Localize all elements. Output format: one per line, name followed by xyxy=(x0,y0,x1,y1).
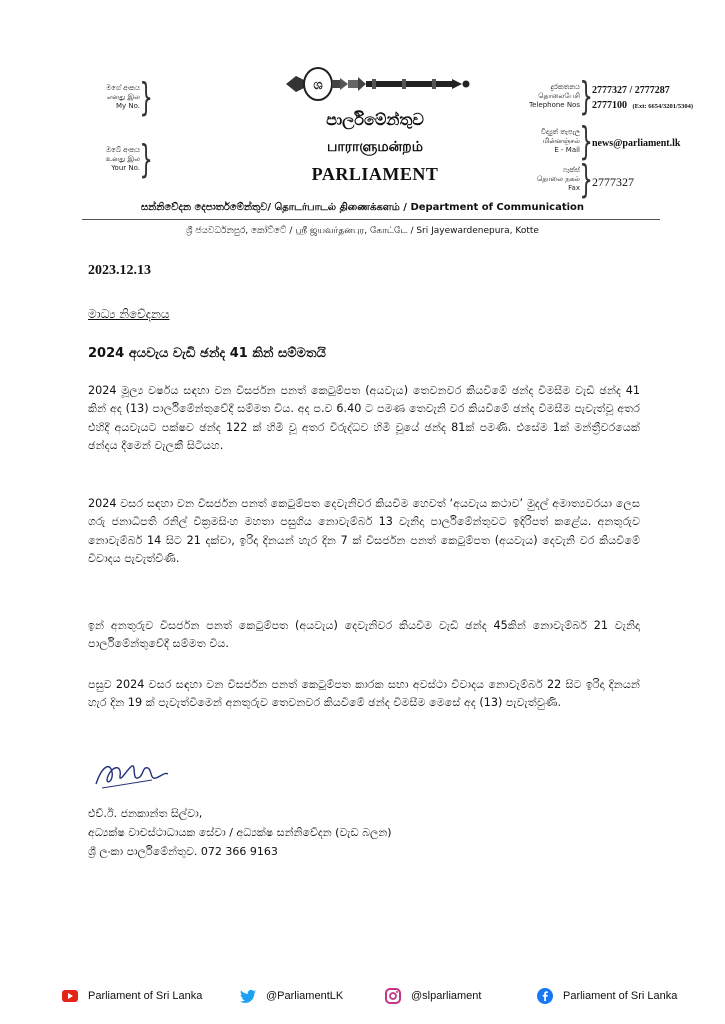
youtube-icon xyxy=(62,988,78,1004)
telephone-line2-number: 2777100 xyxy=(592,100,627,111)
footer-twitter-label: @ParliamentLK xyxy=(266,990,344,1002)
fax-value: 2777327 xyxy=(592,175,634,189)
paragraph-2: 2024 වසර සඳහා වන විසර්ජන පනත් කෙටුම්පත දෙවැනිවර කියවීම හෙවත් ‘අයවැය කථාව’ මුදල් අමාත්‍යවරයා ලෙස ගරු ජනාධිපති රනිල් වික්‍රමසිංහ මහතා පසුගිය නොවැම්බර් 13 වැනිදා පාර්ලිමේන්තුවට ඉදිරිපත් කළේය. අනතුරුව නොවැම්බර් 14 සිට 21 දක්වා, ඉරිදා දිනයන් හැර දින 7 ක් විසර්ජන පනත් කෙටුම්පත (අයවැය) දෙවැනි වර කියවීමේ විවාදය පැවැත්විණි. xyxy=(88,497,640,565)
footer-youtube-label: Parliament of Sri Lanka xyxy=(88,990,203,1002)
fax-label: ෆැක්ස් தொலை நகல் Fax xyxy=(536,166,580,192)
address-line: ශ්‍රී ජයවර්ධනපුර, කෝට්ටේ / ஸ்ரீ ஜயவர்தனபுர, கோட்டே / Sri Jayewardenepura, Kotte xyxy=(186,226,539,236)
signatory-name: එච්.ඊ. ජනකාන්ත සිල්වා, xyxy=(88,807,203,820)
letter-date: 2023.12.13 xyxy=(88,263,151,278)
your-no-label: ඔබේ අංකය உனது இல Your No. xyxy=(105,146,140,172)
letter-subject: 2024 අයවැය වැඩි ඡන්ද 41 කින් සම්මතයි xyxy=(88,346,326,361)
svg-text:ශ: ශ xyxy=(313,78,323,93)
signatory-title: අධ්‍යක්ෂ වාචස්ථාධායක සේවා / අධ්‍යක්ෂ සන්නිවේදන (වැඩ බලන) xyxy=(88,826,392,839)
footer-facebook-label: Parliament of Sri Lanka xyxy=(563,990,678,1002)
telephone-line1: 2777327 / 2777287 xyxy=(592,85,670,96)
twitter-icon xyxy=(240,988,256,1004)
footer-twitter-link[interactable] xyxy=(240,988,343,1004)
media-release-heading: මාධ්‍ය නිවේදනය xyxy=(88,307,170,321)
fax-brace: } xyxy=(579,157,593,201)
telephone-line2 xyxy=(592,100,693,111)
my-no-brace: } xyxy=(139,75,153,119)
department-line: සන්නිවේදන දෙපාර්තමේන්තුව/ தொடர்பாடல் திணைக்களம் / Department of Communication xyxy=(140,202,585,213)
instagram-icon xyxy=(385,988,401,1004)
title-english: PARLIAMENT xyxy=(311,164,439,184)
telephone-label: දුරකතනය தொலைபேசி Telephone Nos xyxy=(529,83,580,109)
signatory-organization: ශ්‍රී ලංකා පාර්ලිමේන්තුව. 072 366 9163 xyxy=(88,845,278,858)
footer-youtube-link[interactable] xyxy=(62,988,202,1004)
telephone-ext: (Ext: 6654/3201/5304) xyxy=(632,103,693,110)
title-tamil: பாராளுமன்றம் xyxy=(327,139,423,155)
footer-instagram-label: @slparliament xyxy=(411,990,482,1002)
paragraph-3: ඉන් අනතුරුව විසර්ජන පනත් කෙටුම්පත (අයවැය) දෙවැනිවර කියවීම වැඩි ඡන්ද 45කින් නොවැම්බර් 21 වැනිදා පාර්ලිමේන්තුවේදී සම්මත විය. xyxy=(88,619,640,651)
your-no-brace: } xyxy=(139,137,153,181)
paragraph-1: 2024 මූල්‍ය වර්ෂය සඳහා වන විසර්ජන පනත් කෙටුම්පත (අයවැය) තෙවනවර කියවීමේ ඡන්ද විමසීම වැඩි ඡන්ද 41 කින් අද (13) පාර්ලිමේන්තුවේදී සම්මත විය. අද ප.ව 6.40 ට පමණ තෙවැනි වර කියවීමේ ඡන්ද විමසීම පැවැත්වූ අතර එහිදී අයවැයට පක්ෂව ඡන්ද 122 ක් හිමි වූ අතර විරුද්ධව හිමි වූයේ ඡන්ද 81ක් පමණි. එසේම 1ක් මන්ත්‍රීවරයෙක් ඡන්දය දීමෙන් වැලකී සිටියහ. xyxy=(88,384,640,452)
footer-facebook-link[interactable] xyxy=(537,988,677,1004)
signature-block xyxy=(88,804,392,861)
mace-emblem-icon xyxy=(282,66,472,102)
telephone-brace: } xyxy=(579,74,593,118)
my-no-label: මගේ අංකය எனது இல My No. xyxy=(106,84,140,110)
footer-instagram-link[interactable] xyxy=(385,988,481,1004)
facebook-icon xyxy=(537,988,553,1004)
title-sinhala: පාර්ලිමේන්තුව xyxy=(326,110,424,129)
email-value[interactable]: news@parliament.lk xyxy=(592,138,681,149)
signature-image xyxy=(92,758,172,792)
email-label: විද්‍යුත් තැපැල மின்னஞ்சல் E - Mail xyxy=(540,128,580,154)
paragraph-4: පසුව 2024 වසර සඳහා වන විසර්ජන පනත් කෙටුම්පත කාරක සභා අවස්ථා විවාදය නොවැම්බර් 22 සිට ඉරිදා දිනයන් හැර දින 19 ක් පැවැත්වීමෙන් අනතුරුව තෙවනවර කියවීමේ ඡන්ද විමසීම මෙසේ අද (13) පැවැත්වුණි. xyxy=(88,678,640,710)
header-divider xyxy=(82,219,660,220)
email-brace: } xyxy=(579,119,593,163)
